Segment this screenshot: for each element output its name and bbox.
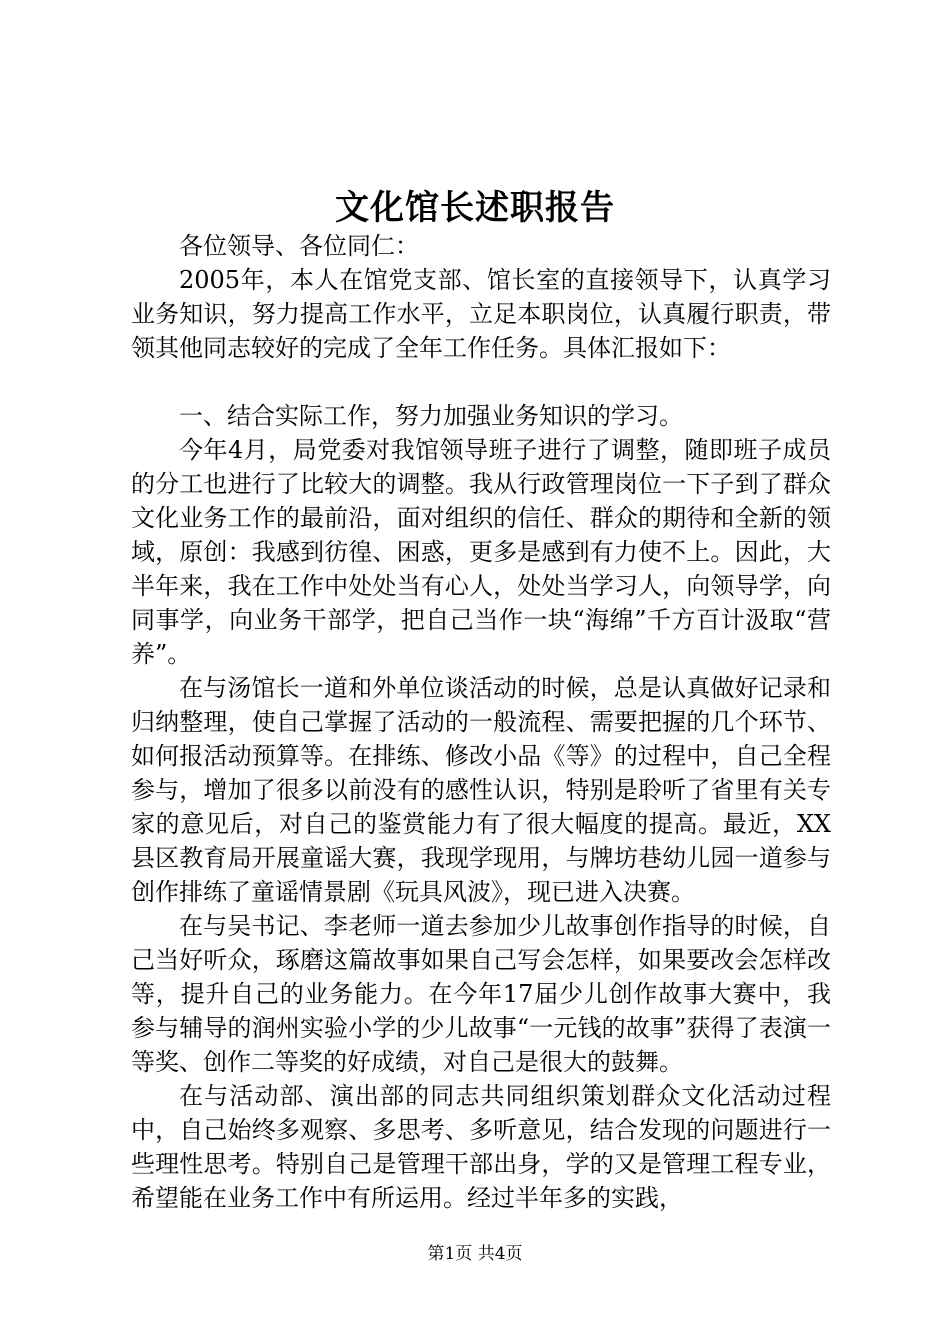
body-paragraph: 在与吴书记、李老师一道去参加少儿故事创作指导的时候，自己当好听众，琢磨这篇故事如果自己写会怎样，如果要改会怎样改等，提升自己的业务能力。在今年17届少儿创作故事大赛中，我参与辅导的润州实验小学的少儿故事“一元钱的故事”获得了表演一等奖、创作二等奖的好成绩，对自己是很大的鼓舞。 bbox=[131, 912, 831, 1076]
page-footer: 第1页 共4页 bbox=[427, 1244, 523, 1264]
document-body bbox=[131, 229, 831, 1215]
intro-paragraph: 2005年，本人在馆党支部、馆长室的直接领导下，认真学习业务知识，努力提高工作水平，立足本职岗位，认真履行职责，带领其他同志较好的完成了全年工作任务。具体汇报如下： bbox=[131, 266, 831, 362]
body-paragraph: 在与汤馆长一道和外单位谈活动的时候，总是认真做好记录和归纳整理，使自己掌握了活动的一般流程、需要把握的几个环节、如何报活动预算等。在排练、修改小品《等》的过程中，自己全程参与，增加了很多以前没有的感性认识，特别是聆听了省里有关专家的意见后，对自己的鉴赏能力有了很大幅度的提高。最近，XX县区教育局开展童谣大赛，我现学现用，与牌坊巷幼儿园一道参与创作排练了童谣情景剧《玩具风波》，现已进入决赛。 bbox=[131, 674, 831, 906]
section-heading-1: 一、结合实际工作，努力加强业务知识的学习。 bbox=[179, 402, 683, 430]
body-paragraph: 在与活动部、演出部的同志共同组织策划群众文化活动过程中，自己始终多观察、多思考、多听意见，结合发现的问题进行一些理性思考。特别自己是管理干部出身，学的又是管理工程专业，希望能在业务工作中有所运用。经过半年多的实践， bbox=[131, 1082, 831, 1212]
body-paragraph: 今年4月，局党委对我馆领导班子进行了调整，随即班子成员的分工也进行了比较大的调整。我从行政管理岗位一下子到了群众文化业务工作的最前沿，面对组织的信任、群众的期待和全新的领域，原创：我感到彷徨、困惑，更多是感到有力使不上。因此，大半年来，我在工作中处处当有心人，处处当学习人，向领导学，向同事学，向业务干部学，把自己当作一块“海绵”千方百计汲取“营养”。 bbox=[131, 436, 831, 668]
salutation-paragraph: 各位领导、各位同仁： bbox=[179, 232, 419, 260]
document-title: 文化馆长述职报告 bbox=[335, 188, 615, 228]
